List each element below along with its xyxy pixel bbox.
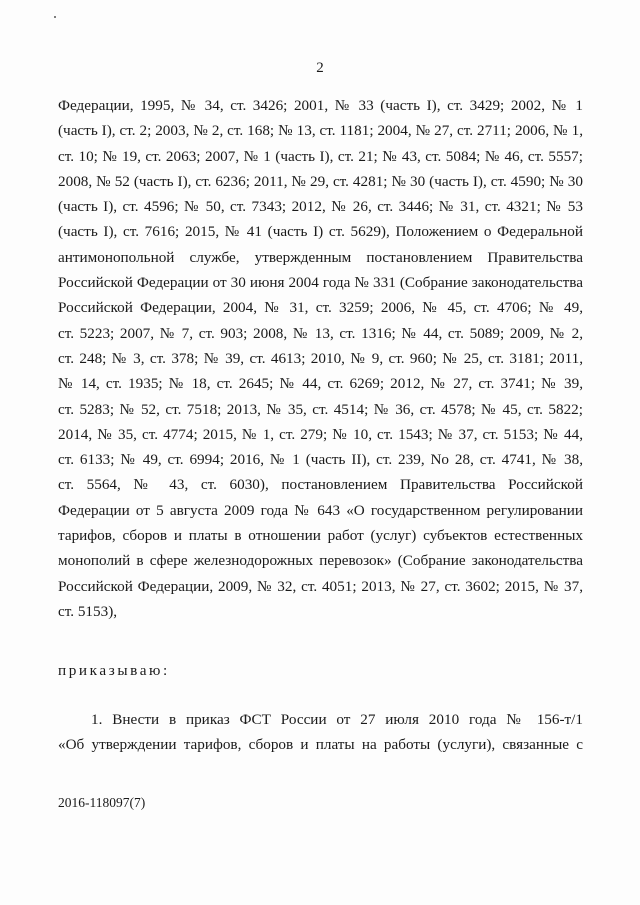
- body-line: тарифов, сборов и платы в отношении работ (услуг) субъектов естественных: [58, 527, 583, 545]
- order-word: приказываю:: [58, 662, 170, 679]
- body-line: ст. 6133; № 49, ст. 6994; 2016, № 1 (часть II), ст. 239, No 28, ст. 4741, № 38,: [58, 451, 583, 469]
- body-line: ст. 5153),: [58, 602, 118, 620]
- body-line: Российской Федерации, 2009, № 32, ст. 4051; 2013, № 27, ст. 3602; 2015, № 37,: [58, 577, 583, 595]
- body-line: ст. 5283; № 52, ст. 7518; 2013, № 35, ст. 4514; № 36, ст. 4578; № 45, ст. 5822;: [58, 400, 583, 418]
- body-line: Российской Федерации от 30 июня 2004 года № 331 (Собрание законодательства: [58, 274, 583, 292]
- body-line: ст. 5564, № 43, ст. 6030), постановлением Правительства Российской: [58, 476, 583, 494]
- body-line: (часть I), ст. 4596; № 50, ст. 7343; 2012, № 26, ст. 3446; № 31, ст. 4321; № 53: [58, 198, 583, 216]
- body-line: монополий в сфере железнодорожных перевозок» (Собрание законодательства: [58, 552, 583, 570]
- body-line: ст. 10; № 19, ст. 2063; 2007, № 1 (часть I), ст. 21; № 43, ст. 5084; № 46, ст. 5557;: [58, 147, 583, 165]
- clause-1: [58, 707, 583, 758]
- body-text: [58, 93, 583, 624]
- body-line: ст. 248; № 3, ст. 378; № 39, ст. 4613; 2010, № 9, ст. 960; № 25, ст. 3181; 2011,: [58, 349, 583, 367]
- body-line: 2008, № 52 (часть I), ст. 6236; 2011, № 29, ст. 4281; № 30 (часть I), ст. 4590; № 30: [58, 172, 583, 190]
- clause-line: 1. Внести в приказ ФСТ России от 27 июля 2010 года № 156-т/1: [91, 711, 583, 728]
- body-line: № 14, ст. 1935; № 18, ст. 2645; № 44, ст. 6269; 2012, № 27, ст. 3741; № 39,: [58, 375, 583, 393]
- scan-speck: [54, 16, 56, 18]
- body-line: 2014, № 35, ст. 4774; 2015, № 1, ст. 279; № 10, ст. 1543; № 37, ст. 5153; № 44,: [58, 425, 583, 443]
- body-line: Российской Федерации, 2004, № 31, ст. 3259; 2006, № 45, ст. 4706; № 49,: [58, 299, 583, 317]
- body-line: Федерации, 1995, № 34, ст. 3426; 2001, № 33 (часть I), ст. 3429; 2002, № 1: [58, 97, 583, 114]
- body-line: (часть I), ст. 2; 2003, № 2, ст. 168; № 13, ст. 1181; 2004, № 27, ст. 2711; 2006, № 1,: [58, 122, 583, 140]
- body-line: (часть I), ст. 7616; 2015, № 41 (часть I) ст. 5629), Положением о Федеральной: [58, 223, 583, 241]
- document-code: 2016-118097(7): [58, 795, 146, 810]
- body-line: ст. 5223; 2007, № 7, ст. 903; 2008, № 13, ст. 1316; № 44, ст. 5089; 2009, № 2,: [58, 324, 583, 342]
- body-line: антимонопольной службе, утвержденным постановлением Правительства: [58, 248, 583, 266]
- body-line: Федерации от 5 августа 2009 года № 643 «О государственном регулировании: [58, 501, 583, 519]
- clause-line: «Об утверждении тарифов, сборов и платы на работы (услуги), связанные с: [58, 736, 583, 754]
- page-number: 2: [316, 60, 324, 76]
